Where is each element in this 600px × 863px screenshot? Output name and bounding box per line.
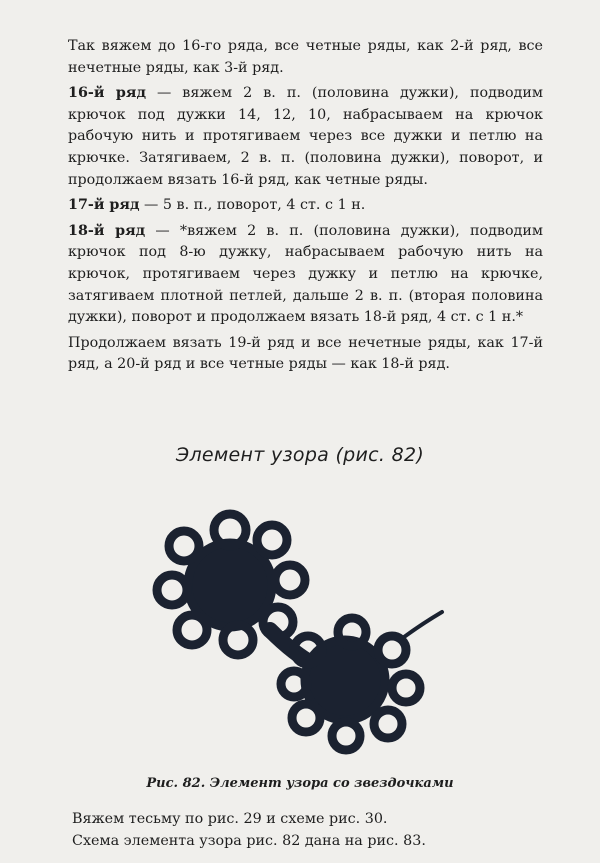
paragraph-1 bbox=[68, 36, 543, 79]
body-text bbox=[68, 36, 543, 380]
crochet-photo bbox=[120, 490, 480, 760]
footer-line-2: Схема элемента узора рис. 82 дана на рис. 83. bbox=[72, 833, 426, 849]
continue-text: Продолжаем вязать 19-й ряд и все нечетные ряды, как 17-й ряд, а 20-й ряд и все четные ряды — как 18-й ряд. bbox=[68, 334, 543, 373]
row-17-text: — 5 в. п., поворот, 4 ст. с 1 н. bbox=[139, 197, 366, 214]
row-16-label: 16-й ряд bbox=[68, 85, 146, 102]
row-18-text: — *вяжем 2 в. п. (половина дужки), подводим крючок под 8-ю дужку, набрасываем рабочую нить на крючок, протягиваем через дужку и петлю на крючке, затягиваем плотной петлей, дальше 2 в. п. (вторая половина дужки), поворот и продолжаем вязать 18-й ряд, 4 ст. с 1 н.* bbox=[68, 222, 544, 326]
footer-line-1: Вяжем тесьму по рис. 29 и схеме рис. 30. bbox=[72, 811, 388, 827]
paragraph-continue bbox=[68, 333, 543, 376]
row-18-label: 18-й ряд bbox=[68, 222, 146, 239]
figure-caption: Рис. 82. Элемент узора со звездочками bbox=[146, 776, 454, 791]
footer-text bbox=[68, 808, 543, 852]
paragraph-row-16 bbox=[68, 83, 543, 191]
paragraph-row-17 bbox=[68, 195, 543, 217]
paragraph-1-text: Так вяжем до 16-го ряда, все четные ряды, как 2-й ряд, все нечетные ряды, как 3-й ряд. bbox=[68, 38, 543, 76]
row-16-text: — вяжем 2 в. п. (половина дужки), подводим крючок под дужки 14, 12, 10, набрасываем на крючок рабочую нить и протягиваем через все дужки и петлю на крючке. Затягиваем, 2 в. п. (половина дужки), поворот, и продолжаем вязать 16-й ряд, как четные ряды. bbox=[68, 85, 544, 188]
paragraph-row-18 bbox=[68, 221, 543, 329]
crochet-motif-image bbox=[157, 514, 442, 750]
section-heading: Элемент узора (рис. 82) bbox=[175, 444, 425, 466]
row-17-label: 17-й ряд bbox=[68, 197, 140, 214]
